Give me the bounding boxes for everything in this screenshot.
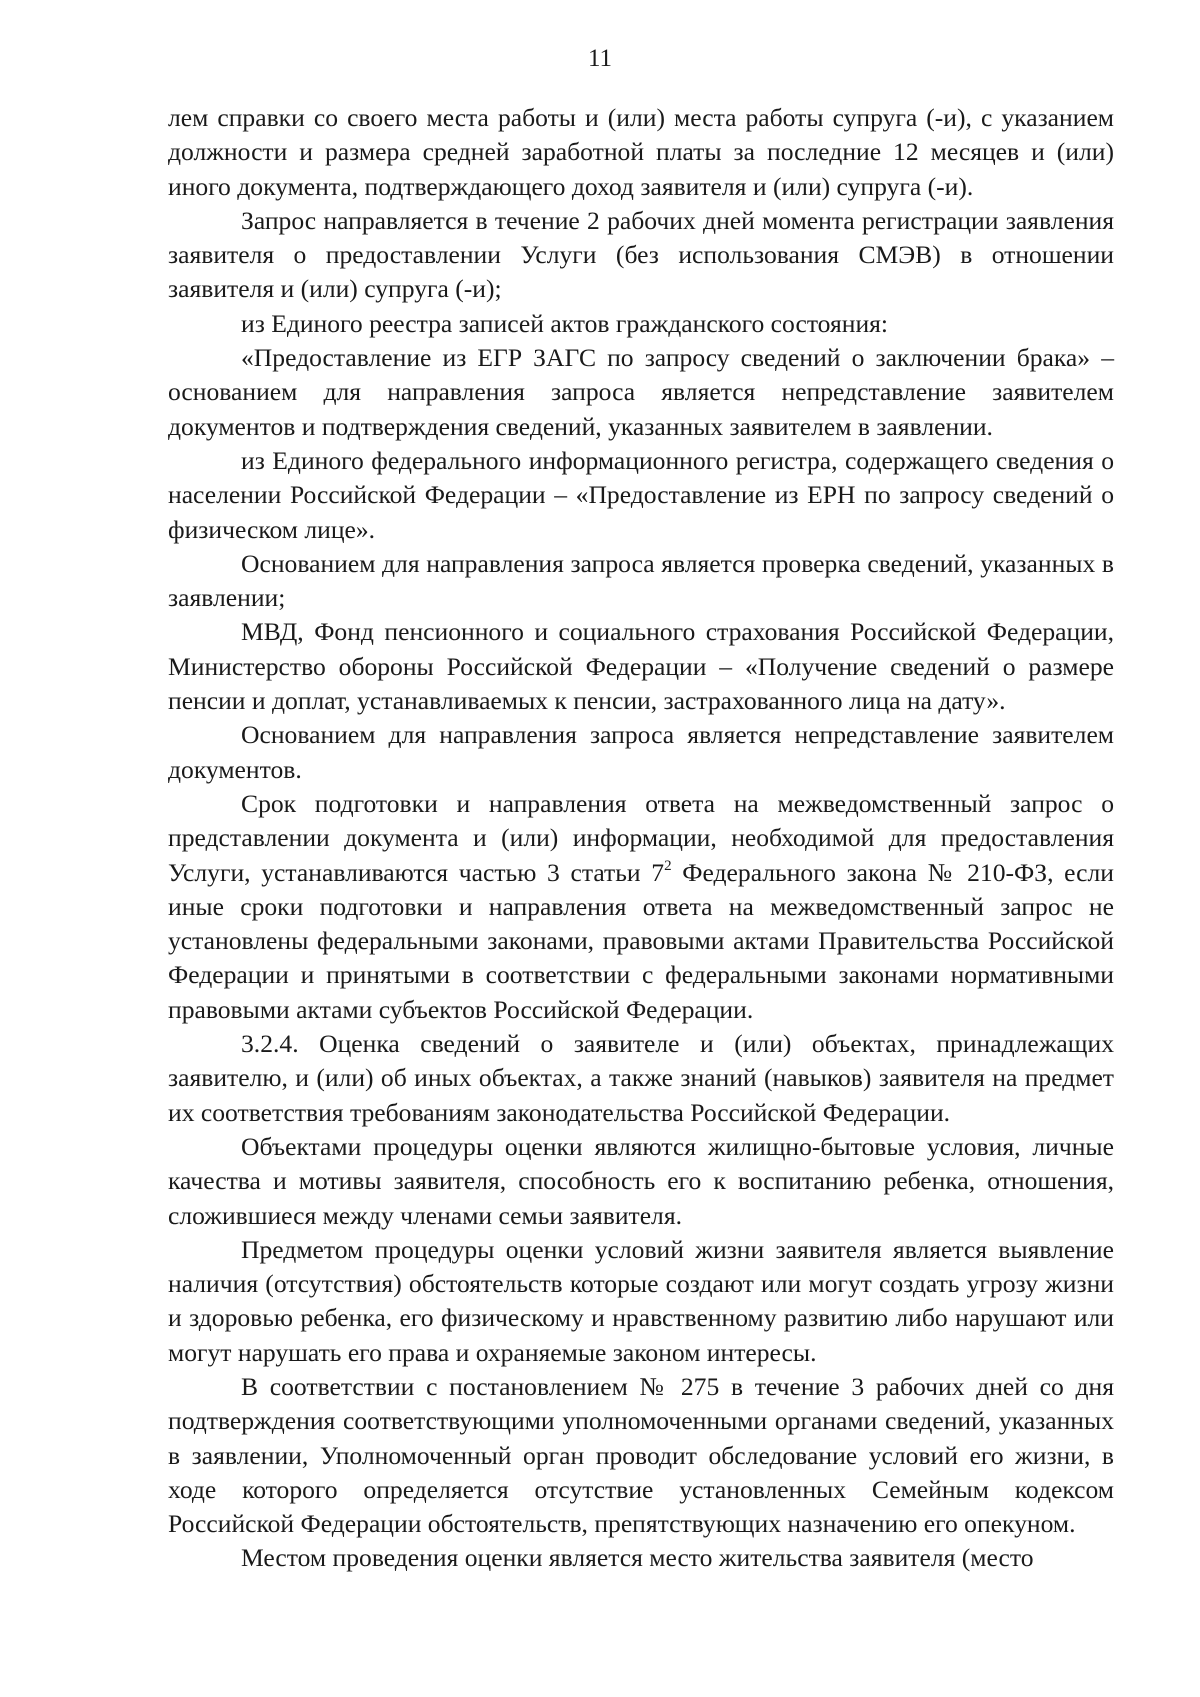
document-body — [168, 101, 1114, 1576]
paragraph-civil-registry: из Единого реестра записей актов гражданского состояния: — [241, 308, 889, 338]
paragraph-resolution-275: В соответствии с постановлением № 275 в течение 3 рабочих дней со дня подтверждения соответствующими уполномоченными органами сведений, указанных в заявлении, Уполномоченный орган проводит обследование условий его жизни, в ходе которого определяется отсутствие установленных Семейным кодексом Российской Федерации обстоятельств, препятствующих назначению его опекуном. — [168, 1371, 1114, 1539]
paragraph-population-register: из Единого федерального информационного регистра, содержащего сведения о населении Российской Федерации – «Предоставление из ЕРН по запросу сведений о физическом лице». — [168, 445, 1114, 544]
paragraph-nonsubmission-basis: Основанием для направления запроса является непредставление заявителем документов. — [168, 720, 1114, 784]
response-deadline-text-part2: Федерального закона № 210-ФЗ, если иные сроки подготовки и направления ответа на межведомственный запрос не установлены федеральными законами, правовыми актами Правительства Российской Федерации и принятыми в соответствии с федеральными законами нормативными правовыми актами субъектов Российской Федерации. — [168, 857, 1114, 1024]
paragraph-response-deadline — [168, 787, 1114, 1027]
paragraph-assessment-objects: Объектами процедуры оценки являются жилищно-бытовые условия, личные качества и мотивы заявителя, способность его к воспитанию ребенка, отношения, сложившиеся между членами семьи заявителя. — [168, 1131, 1114, 1230]
paragraph-continuation: лем справки со своего места работы и (или) места работы супруга (-и), с указанием должности и размера средней заработной платы за последние 12 месяцев и (или) иного документа, подтверждающего доход заявителя и (или) супруга (-и). — [168, 103, 1114, 201]
paragraph-assessment-location: Местом проведения оценки является место жительства заявителя (место — [241, 1543, 1034, 1573]
article-superscript: 2 — [664, 857, 672, 874]
paragraph-pension-request: МВД, Фонд пенсионного и социального страхования Российской Федерации, Министерство обороны Российской Федерации – «Получение сведений о размере пенсии и доплат, устанавливаемых к пенсии, застрахованного лица на дату». — [168, 617, 1114, 716]
page-number: 11 — [587, 45, 613, 72]
paragraph-section-3-2-4: 3.2.4. Оценка сведений о заявителе и (или) объектах, принадлежащих заявителю, и (или) об иных объектах, а также знаний (навыков) заявителя на предмет их соответствия требованиям законодательства Российской Федерации. — [168, 1029, 1114, 1127]
paragraph-verification-basis: Основанием для направления запроса является проверка сведений, указанных в заявлении; — [168, 548, 1114, 613]
response-deadline-text-part1: Срок подготовки и направления ответа на межведомственный запрос о представлении документа и (или) информации, необходимой для предоставления Услуги, устанавливаются частью 3 статьи 7 — [168, 788, 1114, 887]
paragraph-assessment-subject: Предметом процедуры оценки условий жизни заявителя является выявление наличия (отсутствия) обстоятельств которые создают или могут создать угрозу жизни и здоровью ребенка, его физическому и нравственному развитию либо нарушают или могут нарушать его права и охраняемые законом интересы. — [168, 1234, 1114, 1367]
paragraph-marriage-records: «Предоставление из ЕГР ЗАГС по запросу сведений о заключении брака» – основанием для направления запроса является непредставление заявителем документов и подтверждения сведений, указанных заявителем в заявлении. — [168, 343, 1114, 441]
paragraph-request-timing: Запрос направляется в течение 2 рабочих дней момента регистрации заявления заявителя о предоставлении Услуги (без использования СМЭВ) в отношении заявителя и (или) супруга (-и); — [168, 205, 1114, 304]
